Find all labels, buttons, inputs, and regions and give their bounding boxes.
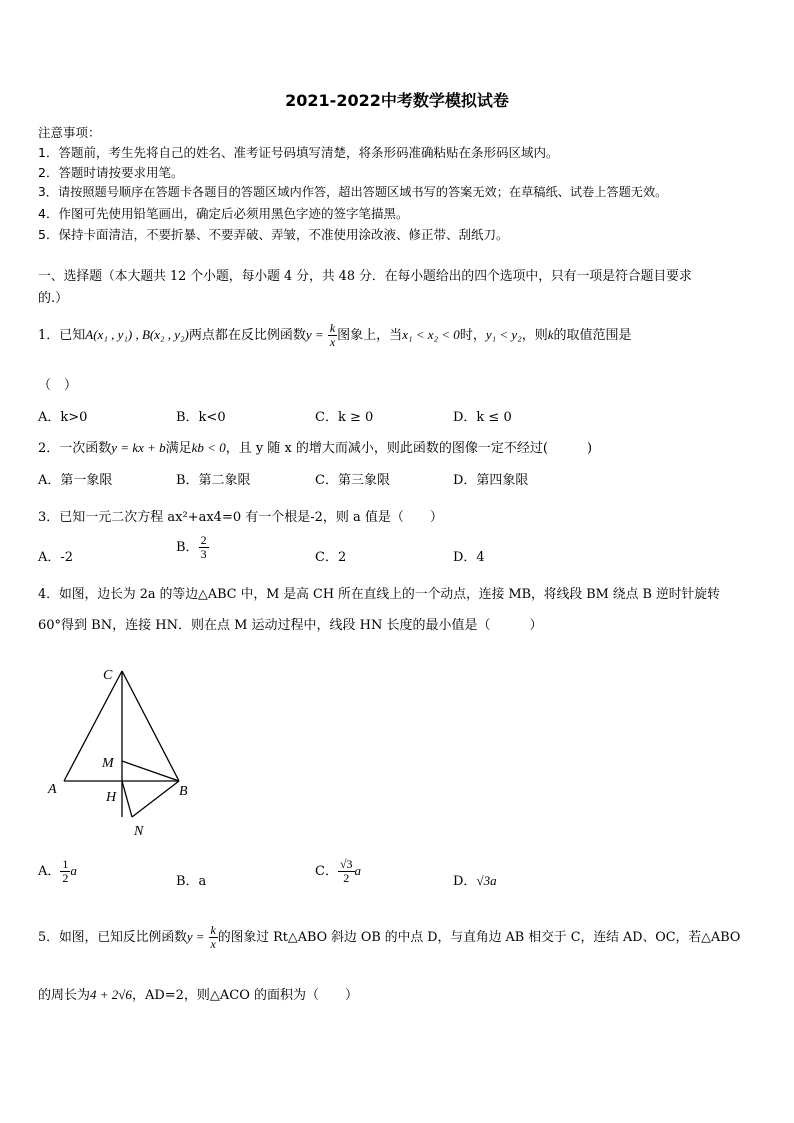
q1-ineq: y₁ < y₂ [485, 327, 522, 342]
q4-a-prefix: A． [38, 864, 61, 879]
question-4-line2: 60°得到 BN，连接 HN．则在点 M 运动过程中，线段 HN 长度的最小值是（ ） [38, 618, 543, 633]
notice-item-2: 2．答题时请按要求用笔。 [38, 165, 184, 180]
q1-paren: （ ） [38, 378, 78, 393]
q1-y: y = [305, 327, 324, 342]
question-3: 3．已知一元二次方程 ax²+ax4=0 有一个根是-2，则 a 值是（ ） [38, 510, 443, 525]
q5-text-2: 的图象过 Rt△ABO 斜边 OB 的中点 D，与直角边 AB 相交于 C，连结 AD、OC，若△ABO [217, 930, 741, 945]
q4-c-prefix: C． [315, 864, 338, 879]
q5-frac-den: x [210, 937, 216, 951]
q4-c-var: a [354, 863, 362, 878]
q3-option-b-fraction [199, 534, 209, 561]
q4-d-prefix: D． [453, 874, 477, 889]
q1-cond: x₁ < x₂ < 0 [402, 327, 460, 342]
q4-c-den: 2 [343, 871, 350, 885]
q1-text-3: 图象上，当 [337, 328, 403, 343]
section-heading-line1: 一、选择题（本大题共 12 个小题，每小题 4 分，共 48 分．在每小题给出的四个选项中，只有一项是符合题目要求 [38, 269, 692, 284]
q1-k: k [547, 327, 554, 342]
q1-text-6: 的取值范围是 [553, 328, 632, 343]
label-a: A [48, 782, 57, 797]
q1-points: A(x₁ , y₁) , B(x₂ , y₂) [85, 327, 189, 342]
q2-text-3: ，且 y 随 x 的增大而减小，则此函数的图像一定不经过( ) [225, 441, 593, 456]
notice-heading: 注意事项： [38, 125, 101, 140]
q1-option-d: D．k ≤ 0 [453, 410, 512, 425]
label-c: C [103, 668, 113, 683]
q2-option-c: C．第三象限 [315, 473, 390, 488]
q2-option-b: B．第二象限 [176, 473, 251, 488]
q4-a-var: a [70, 863, 77, 878]
page-title: 2021-2022中考数学模拟试卷 [285, 91, 509, 110]
notice-item-5: 5．保持卡面清洁，不要折暴、不要弄破、弄皱，不准使用涂改液、修正带、刮纸刀。 [38, 227, 509, 242]
question-5-line1 [38, 920, 740, 955]
question-5-line2 [38, 984, 358, 1003]
q3-b-num: 2 [200, 533, 207, 547]
q1-text-4: 时， [459, 328, 486, 343]
q2-option-a: A．第一象限 [38, 473, 113, 488]
label-h: H [106, 790, 117, 805]
notice-item-4: 4．作图可先使用铅笔画出，确定后必须用黑色字迹的签字笔描黑。 [38, 206, 409, 221]
q2-text-1: 2．一次函数 [38, 441, 112, 456]
q5-frac-num: k [210, 923, 216, 937]
q1-text-1: 1．已知 [38, 328, 86, 343]
label-m: M [102, 756, 114, 771]
q2-cond: kb < 0 [191, 440, 226, 455]
segment-hn [122, 781, 132, 817]
q5-perimeter: 4 + 2√6 [90, 987, 132, 1002]
q4-option-c [315, 858, 361, 885]
q4-a-den: 2 [62, 871, 69, 885]
label-n: N [134, 824, 144, 839]
q4-a-fraction [60, 858, 70, 885]
q1-fraction [328, 322, 337, 349]
q1-option-b: B．k<0 [176, 410, 226, 425]
section-heading-line2: 的.） [38, 291, 69, 306]
q3-option-c: C．2 [315, 550, 347, 565]
q4-c-fraction [338, 858, 355, 885]
q4-option-b: B．a [176, 874, 207, 889]
q4-option-d [453, 870, 497, 889]
triangle-figure [40, 655, 210, 845]
notice-item-1: 1．答题前，考生先将自己的姓名、准考证号码填写清楚，将条形码准确粘贴在条形码区域内。 [38, 145, 559, 160]
q4-a-num: 1 [62, 857, 69, 871]
segment-bn [132, 781, 179, 817]
q4-c-num: √3 [339, 857, 353, 871]
q2-text-2: 满足 [165, 441, 192, 456]
q2-func: y = kx + b [111, 440, 166, 455]
question-4-line1: 4．如图，边长为 2a 的等边△ABC 中，M 是高 CH 所在直线上的一个动点，连接 MB，将线段 BM 绕点 B 逆时针旋转 [38, 587, 720, 602]
question-1 [38, 320, 632, 351]
q1-text-2: 两点都在反比例函数 [188, 328, 306, 343]
question-2 [38, 437, 592, 456]
q2-option-d: D．第四象限 [453, 473, 529, 488]
q5-text-4: ，AD=2，则△ACO 的面积为（ ） [131, 988, 359, 1003]
q5-y: y = [186, 930, 205, 944]
q3-option-d: D．4 [453, 550, 485, 565]
q5-text-3: 的周长为 [38, 988, 91, 1003]
q4-option-a [38, 858, 77, 885]
q1-option-a: A．k>0 [38, 410, 88, 425]
q3-option-b-prefix: B． [176, 540, 199, 555]
q1-option-c: C．k ≥ 0 [315, 410, 374, 425]
q1-frac-den: x [329, 335, 336, 349]
q3-option-b [176, 534, 209, 561]
q1-text-5: ，则 [521, 328, 548, 343]
q1-frac-num: k [329, 321, 336, 335]
q4-d-val: √3a [476, 873, 497, 888]
q5-text-1: 5．如图，已知反比例函数 [38, 930, 187, 945]
label-b: B [179, 784, 188, 799]
notice-item-3: 3．请按照题号顺序在答题卡各题目的答题区域内作答，超出答题区域书写的答案无效；在草稿纸、试卷上答题无效。 [38, 185, 668, 199]
q3-option-a: A．-2 [38, 550, 74, 565]
q5-fraction [209, 924, 218, 951]
q3-b-den: 3 [200, 547, 207, 561]
